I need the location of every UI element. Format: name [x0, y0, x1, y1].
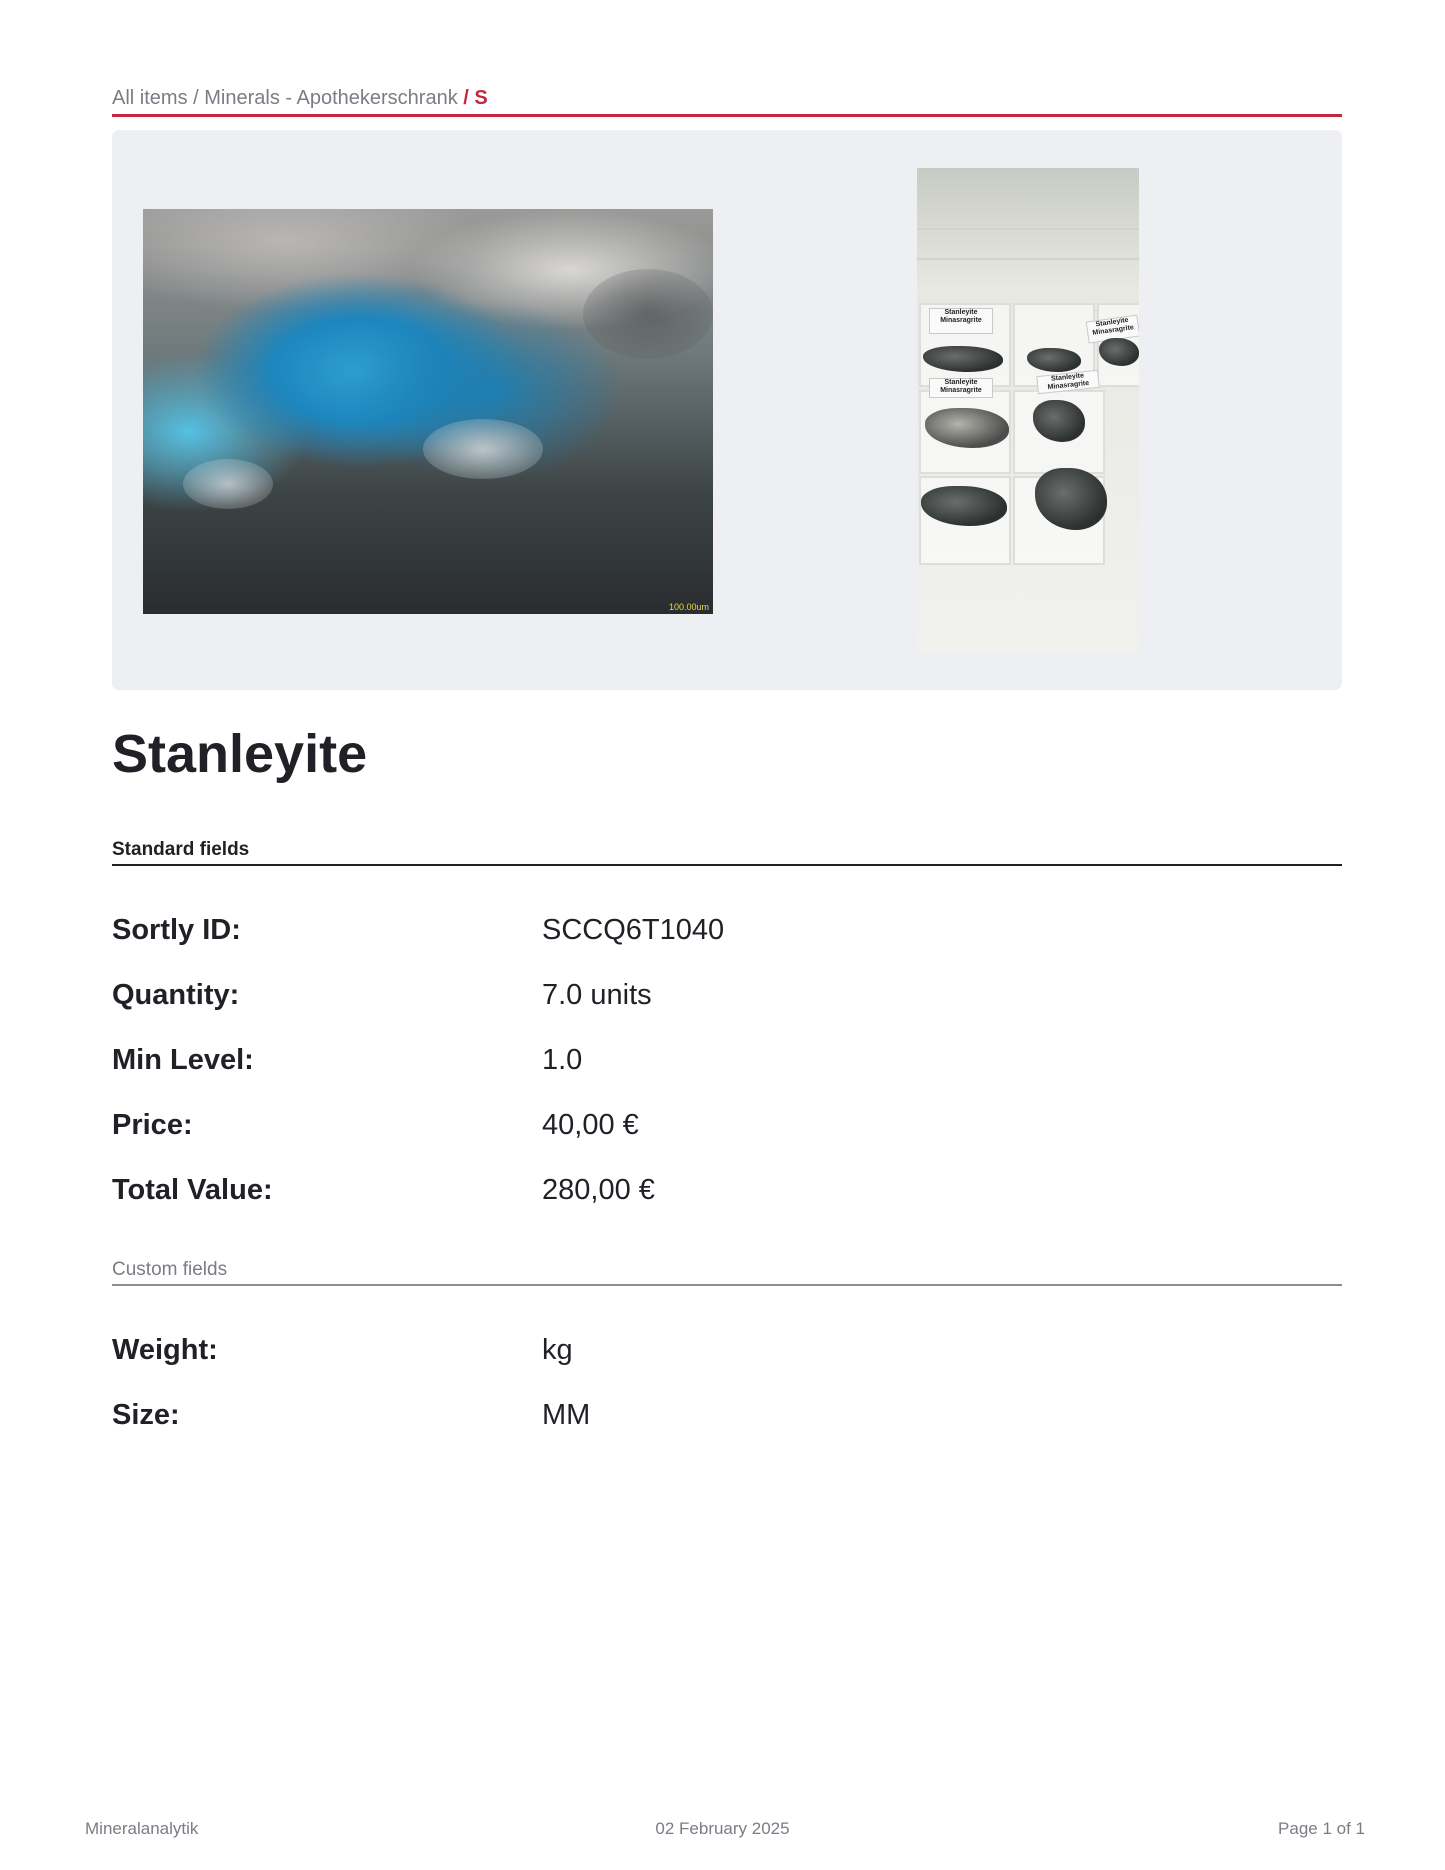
scale-bar-label: 100.00um	[668, 602, 709, 612]
footer-page-number: Page 1 of 1	[1278, 1819, 1365, 1838]
field-row-sortly-id	[112, 910, 1342, 950]
section-header-custom-fields: Custom fields	[112, 1258, 1342, 1286]
photo-detail	[423, 419, 543, 479]
item-photo-cabinet[interactable]	[917, 168, 1139, 652]
section-header-standard-fields: Standard fields	[112, 838, 1342, 866]
breadcrumb-current: S	[474, 87, 488, 109]
shelf-line	[917, 258, 1139, 260]
specimen-label: Stanleyite Minasragrite	[1086, 314, 1139, 343]
field-row-price	[112, 1105, 1342, 1145]
field-value: SCCQ6T1040	[542, 914, 725, 946]
item-title: Stanleyite	[112, 724, 368, 784]
field-row-weight	[112, 1330, 1342, 1370]
footer-date: 02 February 2025	[655, 1819, 790, 1838]
image-gallery	[112, 130, 1342, 690]
field-row-size	[112, 1395, 1342, 1435]
specimen-label: Stanleyite Minasragrite	[1036, 370, 1100, 394]
field-label: Sortly ID:	[112, 914, 241, 946]
breadcrumb-link-folder[interactable]: Minerals - Apothekerschrank	[204, 87, 458, 109]
field-row-quantity	[112, 975, 1342, 1015]
breadcrumb	[112, 84, 1342, 117]
photo-detail	[183, 459, 273, 509]
shelf-line	[917, 228, 1139, 230]
item-photo-microscope[interactable]	[143, 209, 713, 614]
breadcrumb-link-all-items[interactable]: All items	[112, 87, 188, 109]
field-value: MM	[542, 1399, 591, 1431]
field-row-min-level	[112, 1040, 1342, 1080]
field-value: kg	[542, 1334, 573, 1366]
footer-company: Mineralanalytik	[85, 1819, 199, 1838]
field-label: Min Level:	[112, 1044, 254, 1076]
field-row-total-value	[112, 1170, 1342, 1210]
photo-detail	[583, 269, 713, 359]
field-label: Weight:	[112, 1334, 218, 1366]
specimen-label: Stanleyite Minasragrite	[929, 378, 993, 398]
field-label: Price:	[112, 1109, 193, 1141]
field-value: 1.0	[542, 1044, 583, 1076]
field-value: 280,00 €	[542, 1174, 655, 1206]
field-value: 40,00 €	[542, 1109, 639, 1141]
field-label: Total Value:	[112, 1174, 273, 1206]
field-value: 7.0 units	[542, 979, 652, 1011]
specimen-label: Stanleyite Minasragrite	[929, 308, 993, 334]
field-label: Quantity:	[112, 979, 240, 1011]
breadcrumb-separator: /	[463, 87, 469, 109]
field-label: Size:	[112, 1399, 180, 1431]
breadcrumb-separator: /	[193, 87, 199, 109]
